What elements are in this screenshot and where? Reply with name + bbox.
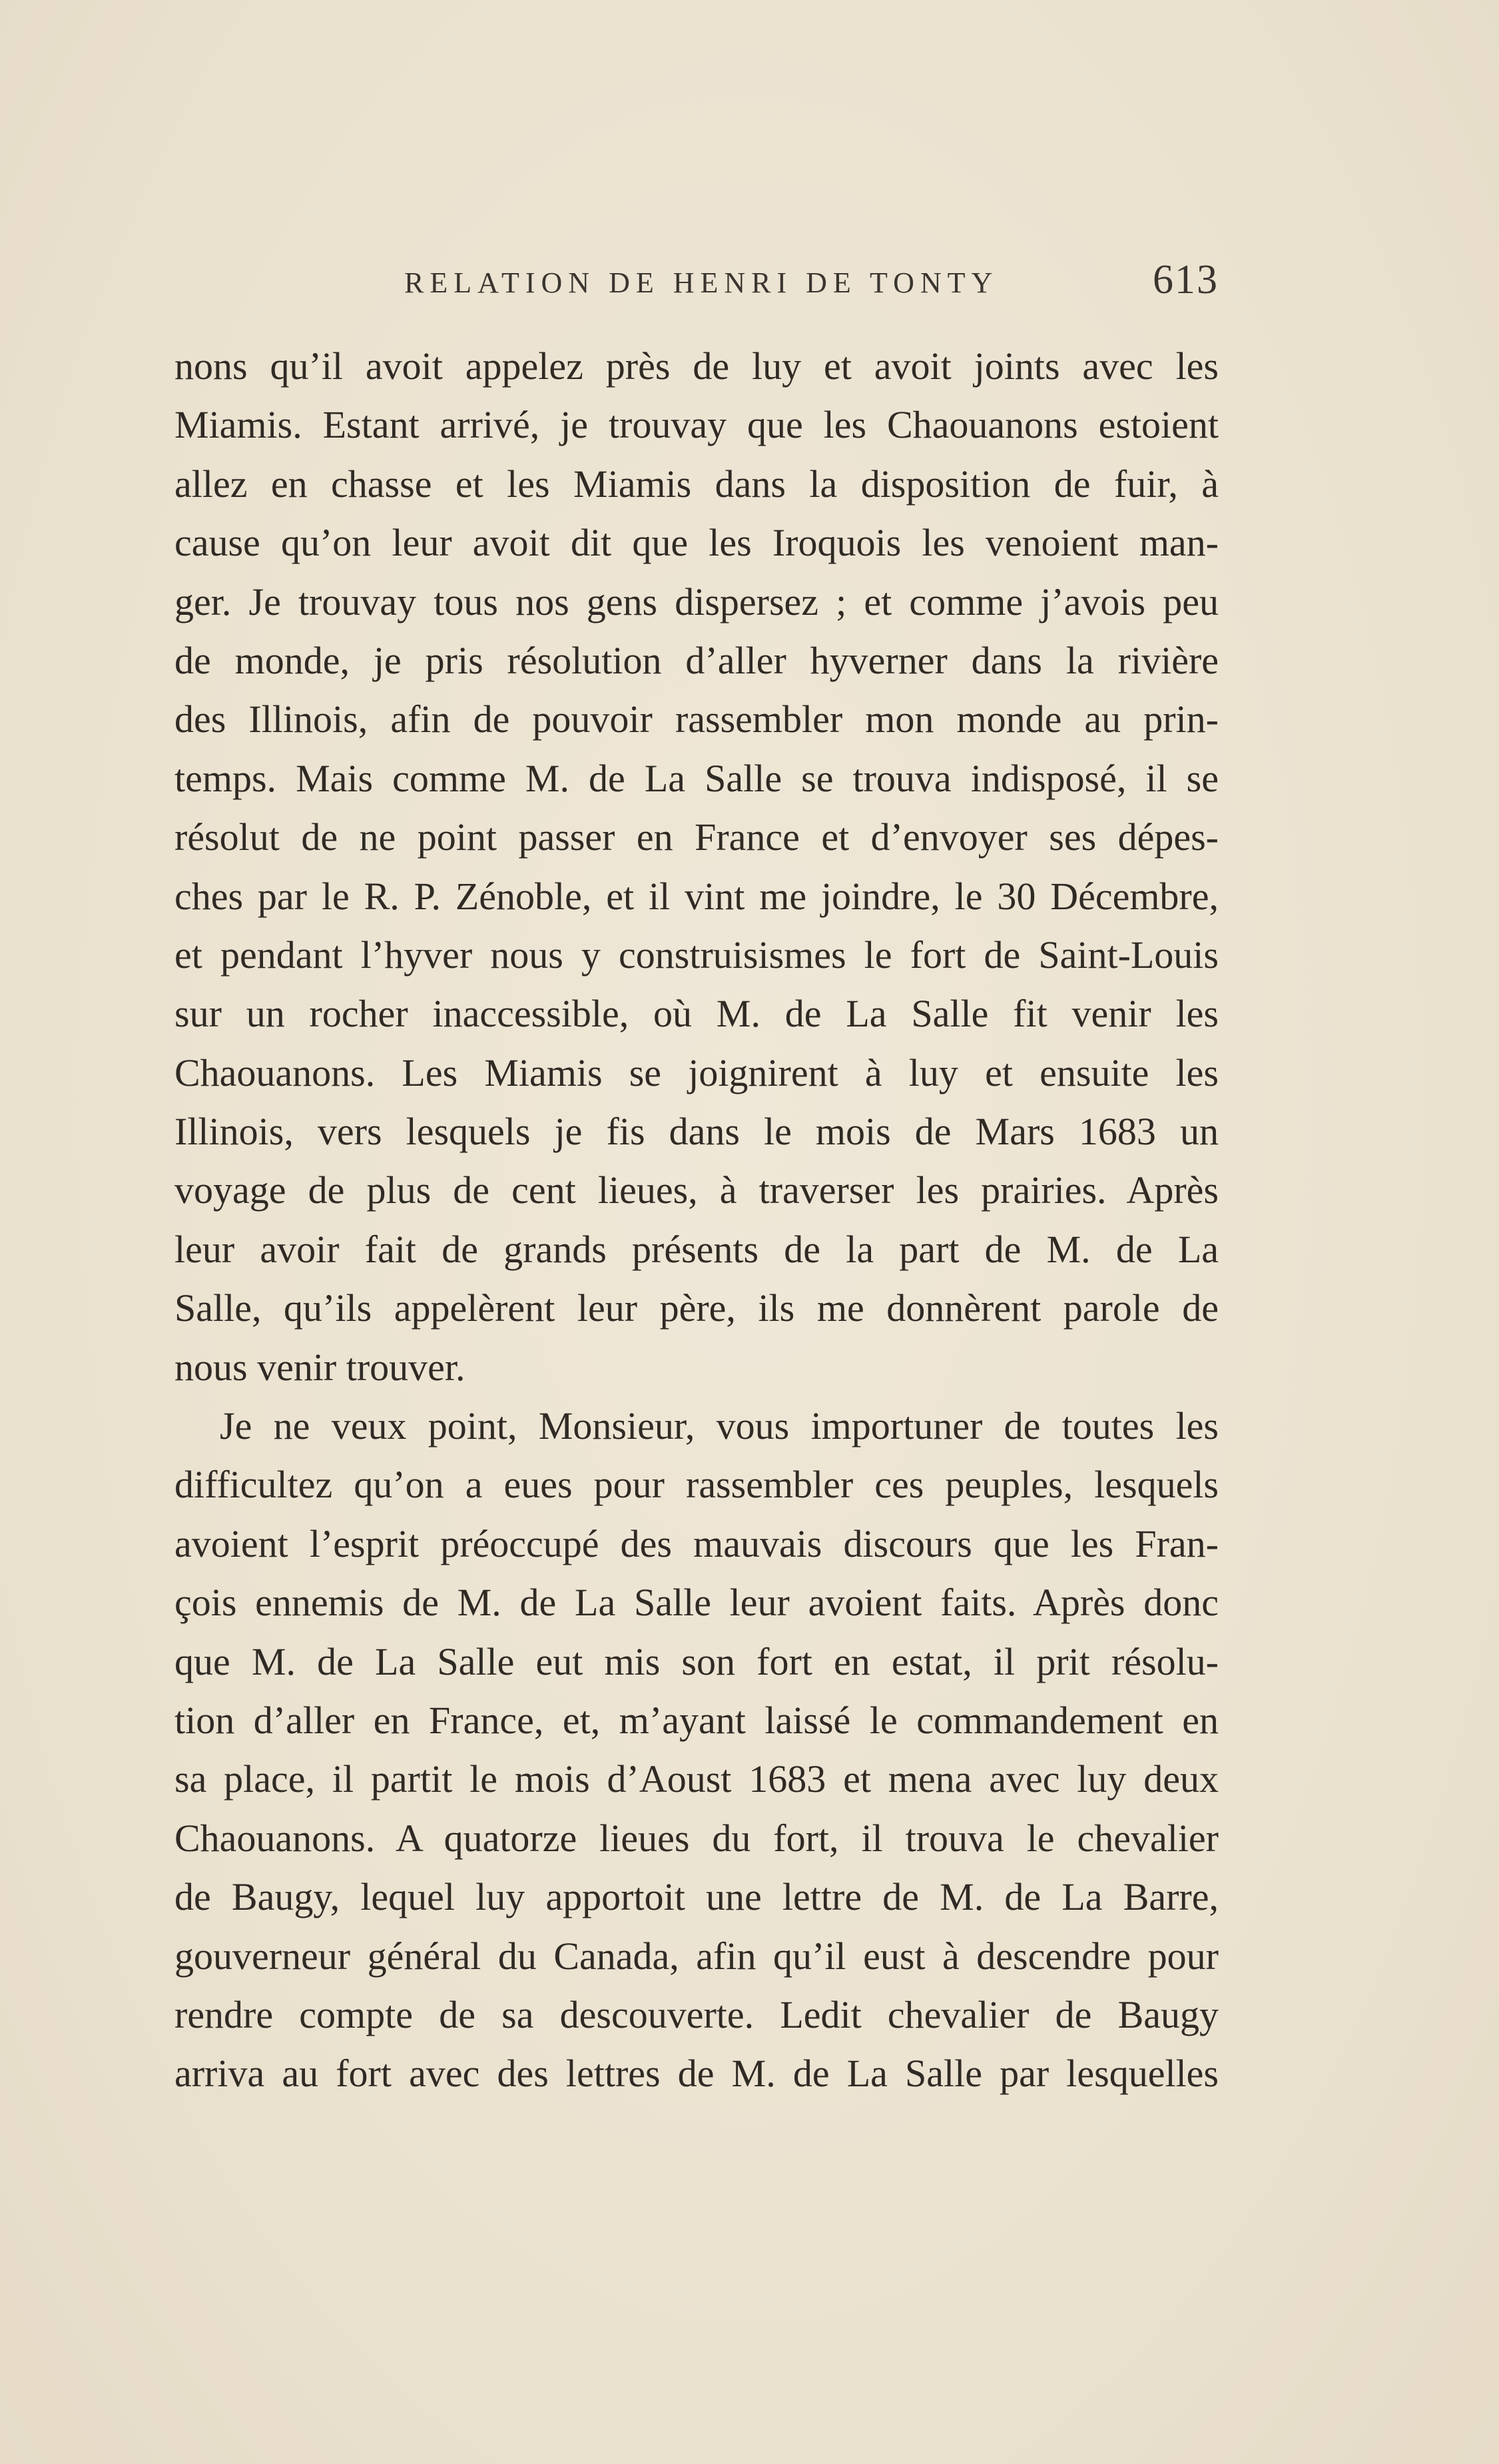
paragraph-end-line: nous venir trouver. (174, 1345, 465, 1389)
text-line: temps. Mais comme M. de La Salle se trouva indisposé, il se (174, 756, 1219, 800)
text-line: ger. Je trouvay tous nos gens dispersez ; et comme j’avois peu (174, 580, 1219, 623)
text-line: et pendant l’hyver nous y construisismes le fort de Saint-Louis (174, 933, 1219, 977)
text-line: de Baugy, lequel luy apportoit une lettre de M. de La Barre, (174, 1875, 1219, 1919)
text-line: Chaouanons. Les Miamis se joignirent à luy et ensuite les (174, 1050, 1219, 1094)
page-number: 613 (1153, 257, 1219, 302)
text-line: que M. de La Salle eut mis son fort en estat, il prit résolu- (174, 1639, 1219, 1683)
text-line: difficultez qu’on a eues pour rassembler ces peuples, lesquels (174, 1463, 1219, 1507)
text-line: des Illinois, afin de pouvoir rassembler mon monde au prin- (174, 697, 1219, 741)
text-line: voyage de plus de cent lieues, à traverser les prairies. Après (174, 1168, 1219, 1212)
text-line: nons qu’il avoit appelez près de luy et avoit joints avec les (174, 344, 1219, 388)
text-line: Miamis. Estant arrivé, je trouvay que les Chaouanons estoient (174, 403, 1219, 447)
text-line: leur avoir fait de grands présents de la part de M. de La (174, 1227, 1219, 1271)
text-line: ches par le R. P. Zénoble, et il vint me joindre, le 30 Décembre, (174, 874, 1219, 918)
text-line: sur un rocher inaccessible, où M. de La Salle fit venir les (174, 992, 1219, 1036)
text-line: Illinois, vers lesquels je fis dans le mois de Mars 1683 un (174, 1110, 1219, 1154)
text-line: allez en chasse et les Miamis dans la disposition de fuir, à (174, 462, 1219, 506)
paragraph-start-line: Je ne veux point, Monsieur, vous importuner de toutes les (220, 1404, 1219, 1448)
text-line: Salle, qu’ils appelèrent leur père, ils me donnèrent parole de (174, 1286, 1219, 1330)
running-head (174, 256, 1219, 303)
text-line: résolut de ne point passer en France et d’envoyer ses dépes- (174, 815, 1219, 859)
body-text (174, 337, 1219, 2104)
text-line: tion d’aller en France, et, m’ayant laissé le commandement en (174, 1698, 1219, 1742)
text-line: çois ennemis de M. de La Salle leur avoient faits. Après donc (174, 1581, 1219, 1625)
text-line: rendre compte de sa descouverte. Ledit chevalier de Baugy (174, 1992, 1219, 2036)
text-line: avoient l’esprit préoccupé des mauvais discours que les Fran- (174, 1521, 1219, 1565)
text-line: Chaouanons. A quatorze lieues du fort, il trouva le chevalier (174, 1816, 1219, 1860)
text-line: sa place, il partit le mois d’Aoust 1683 et mena avec luy deux (174, 1757, 1219, 1801)
text-line: cause qu’on leur avoit dit que les Iroquois les venoient man- (174, 521, 1219, 565)
text-line: de monde, je pris résolution d’aller hyverner dans la rivière (174, 638, 1219, 682)
text-line: arriva au fort avec des lettres de M. de La Salle par lesquelles (174, 2052, 1219, 2096)
running-title: RELATION DE HENRI DE TONTY (404, 266, 999, 299)
text-line: gouverneur général du Canada, afin qu’il eust à descendre pour (174, 1934, 1219, 1978)
